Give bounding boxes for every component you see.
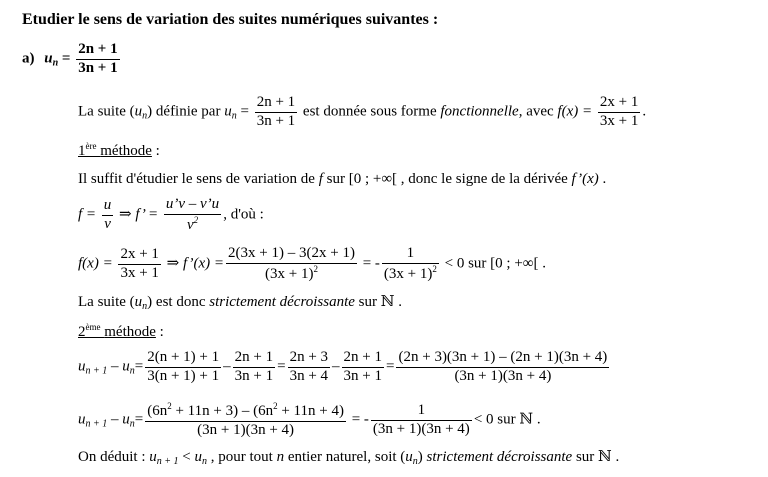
un-fraction: $\frac{2n + 1}{3n + 1}$	[256, 94, 296, 129]
derivative-result-fraction: $\frac{1}{(3x + 1)^2}$	[383, 245, 437, 282]
derivative-computation-line: f(x) = $\frac{2x + 1}{3x + 1}$ ⇒ f’(x) = $\frac{2(3x + 1) - 3(2x + 1)}{(3x + 1)^2}$ = - $\frac{1}{(3x + 1)^2}$ < 0 sur [0 ; +∞[ .	[78, 245, 546, 282]
conclusion-1-line: La suite $(u_n)$ est donc strictement décroissante sur ℕ .	[78, 294, 402, 312]
derivative-fraction: $\frac{2(3x + 1) - 3(2x + 1)}{(3x + 1)^2}$	[228, 245, 355, 282]
derivative-intro-line: Il suffit d'étudier le sens de variation de f sur [0 ; +∞[ , donc le signe de la dérivée f’(x) .	[78, 171, 607, 187]
exercise-heading: Etudier le sens de variation des suites numériques suivantes :	[22, 11, 439, 28]
expanded-fraction: $\frac{(6n^2 + 11n + 3) - (6n^2 + 11n + 4)}{(3n + 1)(3n + 4)}$	[147, 401, 344, 438]
difference-fraction: $\frac{(2n + 3)(3n + 1) - (2n + 1)(3n + 4)}{(3n + 1)(3n + 4)}$	[398, 349, 608, 384]
conclusion-2-line: On déduit : $u_{n + 1} < u_n$ , pour tout n entier naturel, soit $(u_n)$ strictement décroissante sur ℕ .	[78, 449, 620, 467]
functional-form-line: La suite $(u_n)$ définie par $u_n$ = $\frac{2n + 1}{3n + 1}$ est donnée sous forme fonctionnelle, avec f(x) = $\frac{2x + 1}{3x + 1}$ .	[78, 94, 647, 129]
quotient-rule-fraction: $\frac{u’v - v’u}{v^2}$	[165, 196, 220, 233]
method-2-title: 2ème méthode :	[78, 322, 164, 340]
part-a-statement: a) $u_n$ = $\frac{2n + 1}{3n + 1}$	[22, 41, 118, 76]
quotient-rule-line: f = $\frac{u}{v}$ ⇒ f’ = $\frac{u’v - v’u}{v^2}$ , d'où :	[78, 196, 264, 233]
difference-computation-line: $u_{n + 1} - u_n=$ $\frac{2(n + 1) + 1}{3(n + 1) + 1}$ – $\frac{2n + 1}{3n + 1}$ = $\frac{2n + 3}{3n + 4}$ – $\frac{2n + 1}{3n + 1}$ = $\frac{(2n + 3)(3n + 1) - (2n + 1)(3n + 4)}{(3n + 1)(3n + 4)}$	[78, 349, 608, 384]
fx-fraction: $\frac{2x + 1}{3x + 1}$	[599, 94, 639, 129]
part-a-label: a)	[22, 50, 35, 67]
method-1-title: 1ère méthode :	[78, 141, 160, 159]
sequence-symbol: u	[44, 50, 53, 67]
part-a-fraction: $\frac{2n + 1}{3n + 1}$	[78, 41, 118, 76]
simplified-fraction: $\frac{1}{(3n + 1)(3n + 4)}$	[372, 402, 470, 437]
difference-result-line: $u_{n + 1} - u_n=$ $\frac{(6n^2 + 11n + 3) - (6n^2 + 11n + 4)}{(3n + 1)(3n + 4)}$ = - $\frac{1}{(3n + 1)(3n + 4)}$ < 0 sur ℕ .	[78, 401, 541, 438]
